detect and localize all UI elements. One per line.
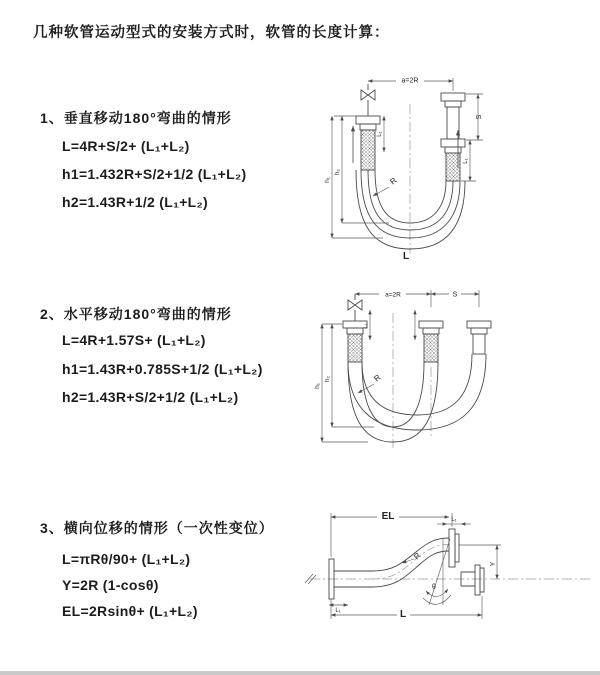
section2-formula-h2: h2=1.43R+S/2+1/2 (L₁+L₂) <box>62 389 239 405</box>
hose-u-curves <box>356 170 465 249</box>
lateral-displacement-diagram <box>298 503 600 648</box>
dim-label-h1: h₁ <box>324 177 331 183</box>
hose-u-curves <box>348 354 486 442</box>
dim-label-h2: h₂ <box>334 168 341 176</box>
section1-formula-L: L=4R+S/2+ (L₁+L₂) <box>62 138 190 154</box>
dimension-lines <box>322 290 479 442</box>
dim-label-l1: L₁ <box>463 158 469 164</box>
dim-label-s: S <box>476 114 483 120</box>
dim-label-h1: h₁ <box>314 383 321 389</box>
section1-heading: 1、垂直移动180°弯曲的情形 <box>40 110 232 126</box>
dim-label-l1-left: L₁ <box>377 131 383 137</box>
dim-label-l1-left: L₁ <box>335 608 341 614</box>
dim-label-s: S <box>452 291 458 299</box>
dim-label-el: EL <box>381 511 395 522</box>
section2-heading: 2、水平移动180°弯曲的情形 <box>40 306 232 322</box>
right-pipe-fitting <box>441 93 465 181</box>
section3-formula-L: L=πRθ/90+ (L₁+L₂) <box>62 551 191 567</box>
dim-label-a2r: a=2R <box>401 77 419 85</box>
radius-label: R <box>412 551 423 562</box>
page-bottom-edge <box>0 671 600 675</box>
dim-label-h2: h₂ <box>324 375 331 383</box>
left-pipe-fitting <box>356 84 380 170</box>
vertical-180-bend-diagram <box>310 68 590 263</box>
section2-formula-L: L=4R+1.57S+ (L₁+L₂) <box>62 332 206 348</box>
valve-icon <box>348 300 362 310</box>
displaced-flange <box>449 529 459 567</box>
section3-formula-EL: EL=2Rsinθ+ (L₁+L₂) <box>62 603 198 619</box>
page-title: 几种软管运动型式的安装方式时，软管的长度计算： <box>33 25 390 41</box>
dim-label-l1-top: L₁ <box>451 517 457 523</box>
middle-pipe-fitting <box>419 321 443 362</box>
section1-formula-h1: h1=1.432R+S/2+1/2 (L₁+L₂) <box>62 166 247 182</box>
section3-formula-Y: Y=2R (1-cosθ) <box>62 577 159 593</box>
braided-hose-section <box>424 334 438 362</box>
dim-label-a2r: a=2R <box>385 291 401 299</box>
section3-heading: 3、横向位移的情形（一次性变位） <box>40 520 274 536</box>
dim-label-l1: L₁ <box>363 323 369 329</box>
original-position-pipe <box>461 565 484 595</box>
angle-construction <box>423 539 451 605</box>
radius-label: R <box>372 372 383 384</box>
braided-hose-section <box>361 130 375 170</box>
horizontal-180-bend-diagram <box>308 283 600 461</box>
centerline <box>393 313 431 448</box>
right-pipe-fitting <box>467 321 491 354</box>
section2-formula-h1: h1=1.43R+0.785S+1/2 (L₁+L₂) <box>62 361 263 377</box>
angle-label: θ <box>432 584 436 591</box>
valve-icon <box>361 90 375 100</box>
s-curve-hose <box>372 538 449 587</box>
hose-centerline <box>372 545 449 580</box>
section1-formula-h2: h2=1.43R+1/2 (L₁+L₂) <box>62 194 209 210</box>
braided-hose-section <box>348 334 362 362</box>
dim-label-y: Y <box>490 561 497 567</box>
radius-label: R <box>388 175 399 187</box>
length-label: L <box>402 251 410 262</box>
dim-label-l: L <box>399 609 407 620</box>
